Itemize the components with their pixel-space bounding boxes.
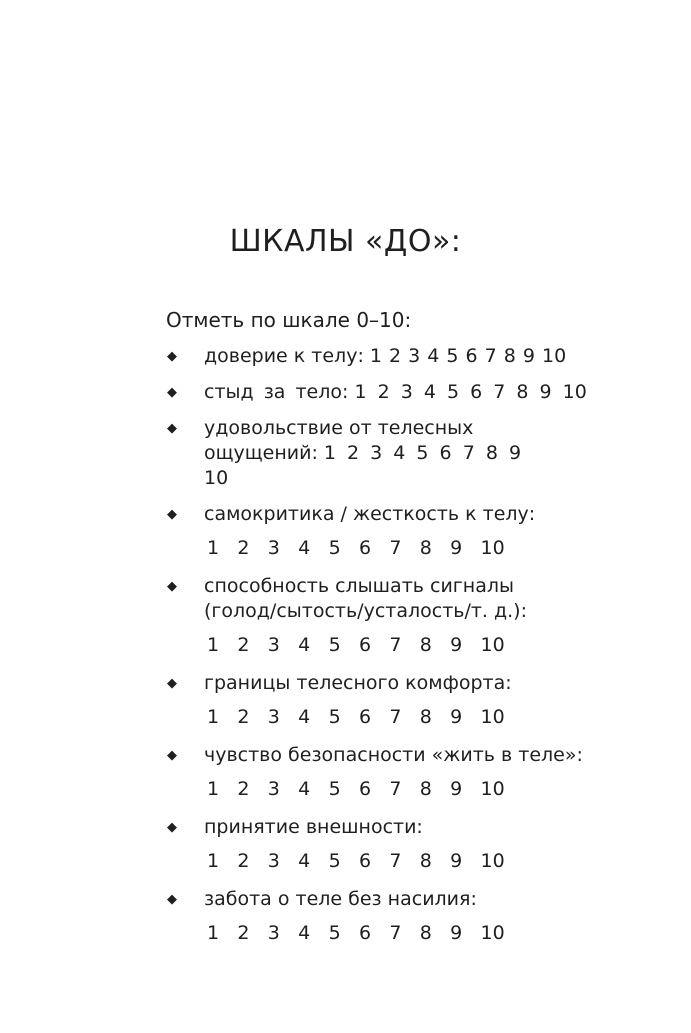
intro-text: Отметь по шкале 0–10: xyxy=(166,308,412,332)
scale-number: 8 xyxy=(419,922,432,944)
scale-number: 9 xyxy=(450,706,463,728)
scale-number: 5 xyxy=(328,922,341,944)
diamond-bullet-icon: ◆ xyxy=(167,820,177,835)
scale-number: 9 xyxy=(450,778,463,800)
item-label: границы телесного комфорта: xyxy=(204,672,512,694)
diamond-bullet-icon: ◆ xyxy=(167,385,177,400)
item-label: чувство безопасности «жить в теле»: xyxy=(204,744,583,766)
rating-scale: 1 2 3 4 5 6 7 8 9 10 xyxy=(204,442,522,489)
scale-number: 9 xyxy=(450,922,463,944)
item-label: принятие внешности: xyxy=(204,816,423,838)
scale-number: 7 xyxy=(389,778,402,800)
scale-number: 8 xyxy=(419,634,432,656)
scale-number: 3 xyxy=(267,778,280,800)
scale-number: 7 xyxy=(389,850,402,872)
item-label: удовольствие от телесных ощущений: xyxy=(204,417,474,464)
scale-list xyxy=(166,344,606,959)
scale-number: 4 xyxy=(298,706,311,728)
scale-number: 2 xyxy=(237,634,250,656)
diamond-bullet-icon: ◆ xyxy=(167,748,177,763)
scale-number: 6 xyxy=(358,778,372,800)
scale-number: 5 xyxy=(328,634,341,656)
scale-number: 2 xyxy=(237,922,250,944)
scale-number: 6 xyxy=(358,850,372,872)
scale-number: 3 xyxy=(267,706,280,728)
scale-number: 7 xyxy=(389,537,402,559)
scale-number: 10 xyxy=(480,537,505,559)
diamond-bullet-icon: ◆ xyxy=(167,579,177,594)
list-item xyxy=(166,815,606,876)
item-label: доверие к телу: xyxy=(204,345,364,367)
scale-number: 2 xyxy=(237,850,250,872)
scale-number: 1 xyxy=(207,778,220,800)
diamond-bullet-icon: ◆ xyxy=(167,421,177,436)
scale-number: 10 xyxy=(480,922,505,944)
scale-number: 1 xyxy=(207,706,220,728)
scale-number: 1 xyxy=(207,634,220,656)
list-item xyxy=(166,574,606,660)
page-title: ШКАЛЫ «ДО»: xyxy=(229,224,462,259)
rating-scale xyxy=(207,774,606,804)
scale-number: 4 xyxy=(298,778,311,800)
rating-scale xyxy=(207,533,606,563)
scale-number: 7 xyxy=(389,706,402,728)
list-item xyxy=(166,416,606,491)
list-item xyxy=(166,380,606,405)
item-label: стыд за тело: xyxy=(204,381,349,403)
scale-number: 5 xyxy=(328,537,341,559)
diamond-bullet-icon: ◆ xyxy=(167,892,177,907)
diamond-bullet-icon: ◆ xyxy=(167,507,177,522)
scale-number: 5 xyxy=(328,850,341,872)
scale-number: 4 xyxy=(298,537,311,559)
scale-number: 10 xyxy=(480,850,505,872)
diamond-bullet-icon: ◆ xyxy=(167,676,177,691)
scale-number: 10 xyxy=(480,706,505,728)
scale-number: 9 xyxy=(450,634,463,656)
scale-number: 9 xyxy=(450,850,463,872)
scale-number: 3 xyxy=(267,922,280,944)
scale-number: 10 xyxy=(480,634,505,656)
scale-number: 1 xyxy=(207,850,220,872)
scale-number: 8 xyxy=(419,850,432,872)
scale-number: 4 xyxy=(298,850,311,872)
scale-number: 6 xyxy=(358,922,372,944)
scale-number: 10 xyxy=(480,778,505,800)
scale-number: 7 xyxy=(389,922,402,944)
scale-number: 4 xyxy=(298,634,311,656)
scale-number: 1 xyxy=(207,537,220,559)
scale-number: 2 xyxy=(237,778,250,800)
scale-number: 8 xyxy=(419,537,432,559)
rating-scale xyxy=(207,846,606,876)
scale-number: 3 xyxy=(267,850,280,872)
scale-number: 7 xyxy=(389,634,402,656)
scale-number: 8 xyxy=(419,778,432,800)
scale-number: 6 xyxy=(358,537,372,559)
list-item xyxy=(166,743,606,804)
diamond-bullet-icon: ◆ xyxy=(167,349,177,364)
scale-number: 2 xyxy=(237,706,250,728)
rating-scale: 1 2 3 4 5 6 7 8 9 10 xyxy=(369,345,567,367)
scale-number: 3 xyxy=(267,537,280,559)
scale-number: 8 xyxy=(419,706,432,728)
list-item xyxy=(166,671,606,732)
rating-scale xyxy=(207,702,606,732)
scale-number: 3 xyxy=(267,634,280,656)
list-item xyxy=(166,344,606,369)
scale-number: 6 xyxy=(358,634,372,656)
scale-number: 9 xyxy=(450,537,463,559)
item-label: способность слышать сигналы (голод/сытость/усталость/т. д.): xyxy=(204,575,527,622)
rating-scale xyxy=(207,918,606,948)
scale-number: 4 xyxy=(298,922,311,944)
scale-number: 1 xyxy=(207,922,220,944)
list-item xyxy=(166,887,606,948)
item-label: самокритика / жесткость к телу: xyxy=(204,503,536,525)
item-label: забота о теле без насилия: xyxy=(204,888,477,910)
rating-scale xyxy=(207,630,546,660)
rating-scale: 1 2 3 4 5 6 7 8 9 10 xyxy=(354,381,587,403)
list-item xyxy=(166,502,606,563)
scale-number: 6 xyxy=(358,706,372,728)
scale-number: 5 xyxy=(328,778,341,800)
scale-number: 5 xyxy=(328,706,341,728)
scale-number: 2 xyxy=(237,537,250,559)
